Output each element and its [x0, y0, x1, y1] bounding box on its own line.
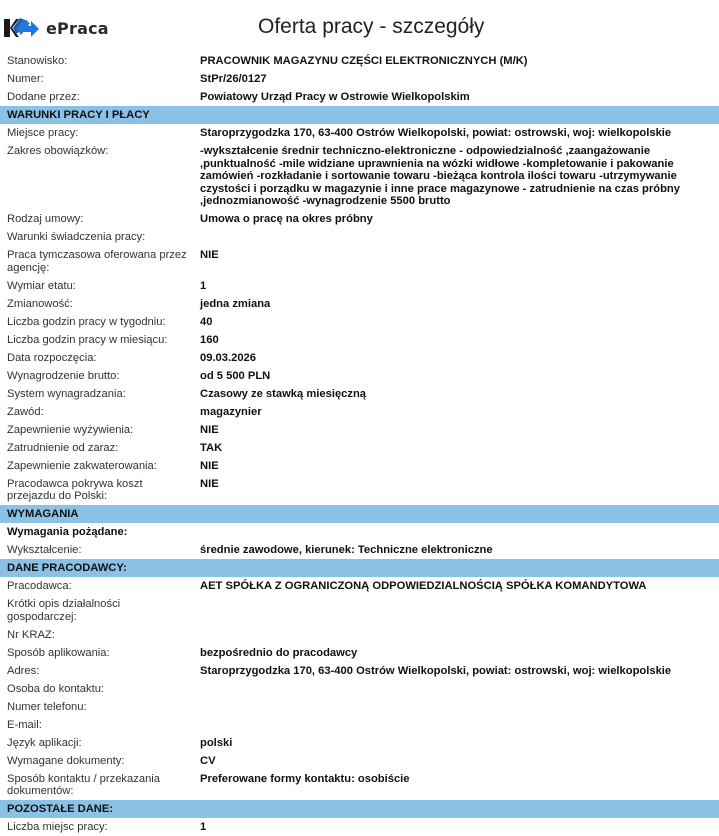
- field-value: polski: [200, 736, 233, 749]
- field-label: Dodane przez:: [7, 91, 80, 103]
- field-label: Wykształcenie:: [7, 544, 82, 556]
- field-label: Warunki świadczenia pracy:: [7, 231, 146, 243]
- field-value: jedna zmiana: [200, 297, 271, 310]
- field-value: StPr/26/0127: [200, 73, 267, 85]
- detail-row: [0, 716, 719, 734]
- field-label: Zawód:: [7, 405, 44, 418]
- field-label: Sposób aplikowania:: [7, 646, 110, 659]
- detail-row: [0, 439, 719, 457]
- detail-row: [0, 367, 719, 385]
- field-value: [200, 701, 719, 714]
- detail-row: [0, 313, 719, 331]
- page-header: [0, 0, 719, 52]
- detail-row: [0, 403, 719, 421]
- field-label: Rodzaj umowy:: [7, 213, 84, 225]
- detail-row: [0, 385, 719, 403]
- detail-row: [0, 770, 719, 801]
- epraca-logo[interactable]: [4, 17, 109, 39]
- field-value: Powiatowy Urząd Pracy w Ostrowie Wielkopolskim: [200, 91, 470, 103]
- epraca-logo-icon: [4, 17, 40, 39]
- detail-row: [0, 595, 719, 626]
- field-label: Wynagrodzenie brutto:: [7, 369, 120, 382]
- field-value: Umowa o pracę na okres próbny: [200, 213, 373, 225]
- field-value: [200, 719, 719, 732]
- field-value: Staroprzygodzka 170, 63-400 Ostrów Wielkopolski, powiat: ostrowski, woj: wielkopolskie: [200, 664, 672, 677]
- detail-row: [0, 752, 719, 770]
- field-value: PRACOWNIK MAGAZYNU CZĘŚCI ELEKTRONICZNYCH (M/K): [200, 55, 528, 67]
- detail-row: [0, 246, 719, 277]
- section-pozostale: [0, 818, 719, 836]
- detail-row: [0, 52, 719, 70]
- field-value: -wykształcenie średnir techniczno-elektroniczne - odpowiedzialność ,zaangażowanie ,punktualność -mile widziane uprawnienia na wózki widłowe -kompletowanie i pakowanie zamówień -rozkładanie i sortowanie towaru -bieżąca kontrola ilości towaru -utrzymywanie czystości i porządku w magazynie i inne prace magazynowe - zatrudnienie na czas próbny ,jednozmianowość -wynagrodzenie 5500 brutto: [200, 145, 680, 207]
- detail-row: [0, 124, 719, 142]
- detail-row: [0, 626, 719, 644]
- detail-row: [0, 644, 719, 662]
- field-label: Liczba godzin pracy w tygodniu:: [7, 315, 166, 328]
- section-warunki: [0, 124, 719, 505]
- section-wymagania: [0, 541, 719, 559]
- field-label: Adres:: [7, 664, 40, 677]
- detail-row: [0, 457, 719, 475]
- field-label: System wynagradzania:: [7, 387, 126, 400]
- field-label: Stanowisko:: [7, 55, 68, 67]
- detail-row: [0, 475, 719, 506]
- detail-row: [0, 228, 719, 246]
- detail-row: [0, 698, 719, 716]
- field-value: 09.03.2026: [200, 351, 256, 364]
- section-subheader-wymagania-pozadane: Wymagania pożądane:: [7, 526, 128, 538]
- field-value: [200, 231, 719, 244]
- detail-row: [0, 142, 719, 210]
- detail-row: [0, 577, 719, 595]
- field-value: magazynier: [200, 405, 262, 418]
- field-label: Numer telefonu:: [7, 700, 87, 713]
- field-value: Czasowy ze stawką miesięczną: [200, 387, 367, 400]
- field-label: Pracodawca pokrywa koszt przejazdu do Polski:: [7, 477, 143, 502]
- field-value: NIE: [200, 459, 219, 472]
- field-label: Pracodawca:: [7, 580, 72, 592]
- field-value: Preferowane formy kontaktu: osobiście: [200, 772, 410, 785]
- field-value: NIE: [200, 249, 219, 261]
- field-label: Wymiar etatu:: [7, 279, 76, 292]
- field-label: Numer:: [7, 73, 44, 85]
- field-value: Staroprzygodzka 170, 63-400 Ostrów Wielkopolski, powiat: ostrowski, woj: wielkopolskie: [200, 127, 672, 139]
- field-value: 1: [200, 821, 207, 833]
- field-label: E-mail:: [7, 718, 42, 731]
- detail-row: [0, 349, 719, 367]
- detail-row: [0, 70, 719, 88]
- logo-text: ePraca: [46, 18, 109, 38]
- field-label: Zapewnienie wyżywienia:: [7, 423, 134, 436]
- field-value: NIE: [200, 423, 219, 436]
- detail-row: [0, 331, 719, 349]
- field-label: Zakres obowiązków:: [7, 145, 109, 157]
- field-label: Zatrudnienie od zaraz:: [7, 441, 119, 454]
- field-value: 160: [200, 333, 219, 346]
- field-label: Sposób kontaktu / przekazania dokumentów:: [7, 772, 160, 797]
- field-label: Praca tymczasowa oferowana przez agencję:: [7, 249, 187, 274]
- field-label: Miejsce pracy:: [7, 127, 79, 139]
- detail-row: [0, 541, 719, 559]
- page-title: Oferta pracy - szczegóły: [258, 15, 485, 38]
- field-label: Nr KRAZ:: [7, 628, 55, 641]
- field-label: Osoba do kontaktu:: [7, 682, 105, 695]
- field-value: [200, 629, 719, 642]
- offer-details: [0, 52, 719, 836]
- field-value: średnie zawodowe, kierunek: Techniczne elektroniczne: [200, 544, 493, 556]
- detail-row: [0, 295, 719, 313]
- field-value: TAK: [200, 441, 223, 454]
- field-label: Zapewnienie zakwaterowania:: [7, 459, 157, 472]
- field-value: od 5 500 PLN: [200, 369, 271, 382]
- detail-row: [0, 88, 719, 106]
- detail-row: [0, 680, 719, 698]
- detail-row: [0, 662, 719, 680]
- field-label: Wymagane dokumenty:: [7, 754, 125, 767]
- field-label: Krótki opis działalności gospodarczej:: [7, 598, 121, 623]
- field-value: [200, 683, 719, 696]
- detail-row: [0, 277, 719, 295]
- section-header-pracodawca: DANE PRACODAWCY:: [0, 559, 719, 577]
- field-value: AET SPÓŁKA Z OGRANICZONĄ ODPOWIEDZIALNOŚCIĄ SPÓŁKA KOMANDYTOWA: [200, 580, 647, 592]
- detail-row: [0, 818, 719, 836]
- detail-row: [0, 421, 719, 439]
- basic-info: [0, 52, 719, 106]
- section-header-pozostale: POZOSTAŁE DANE:: [0, 800, 719, 818]
- field-value: 40: [200, 315, 213, 328]
- section-pracodawca: [0, 577, 719, 800]
- field-value: bezpośrednio do pracodawcy: [200, 646, 358, 659]
- field-label: Zmianowość:: [7, 297, 73, 310]
- field-label: Data rozpoczęcia:: [7, 351, 97, 364]
- field-label: Liczba miejsc pracy:: [7, 821, 108, 833]
- field-value: 1: [200, 279, 207, 292]
- field-value: [200, 598, 719, 623]
- field-label: Język aplikacji:: [7, 736, 82, 749]
- detail-row: [0, 734, 719, 752]
- section-header-warunki: WARUNKI PRACY I PŁACY: [0, 106, 719, 124]
- field-value: CV: [200, 754, 216, 767]
- field-label: Liczba godzin pracy w miesiącu:: [7, 333, 168, 346]
- detail-row: [0, 210, 719, 228]
- field-value: NIE: [200, 477, 219, 490]
- section-header-wymagania: WYMAGANIA: [0, 505, 719, 523]
